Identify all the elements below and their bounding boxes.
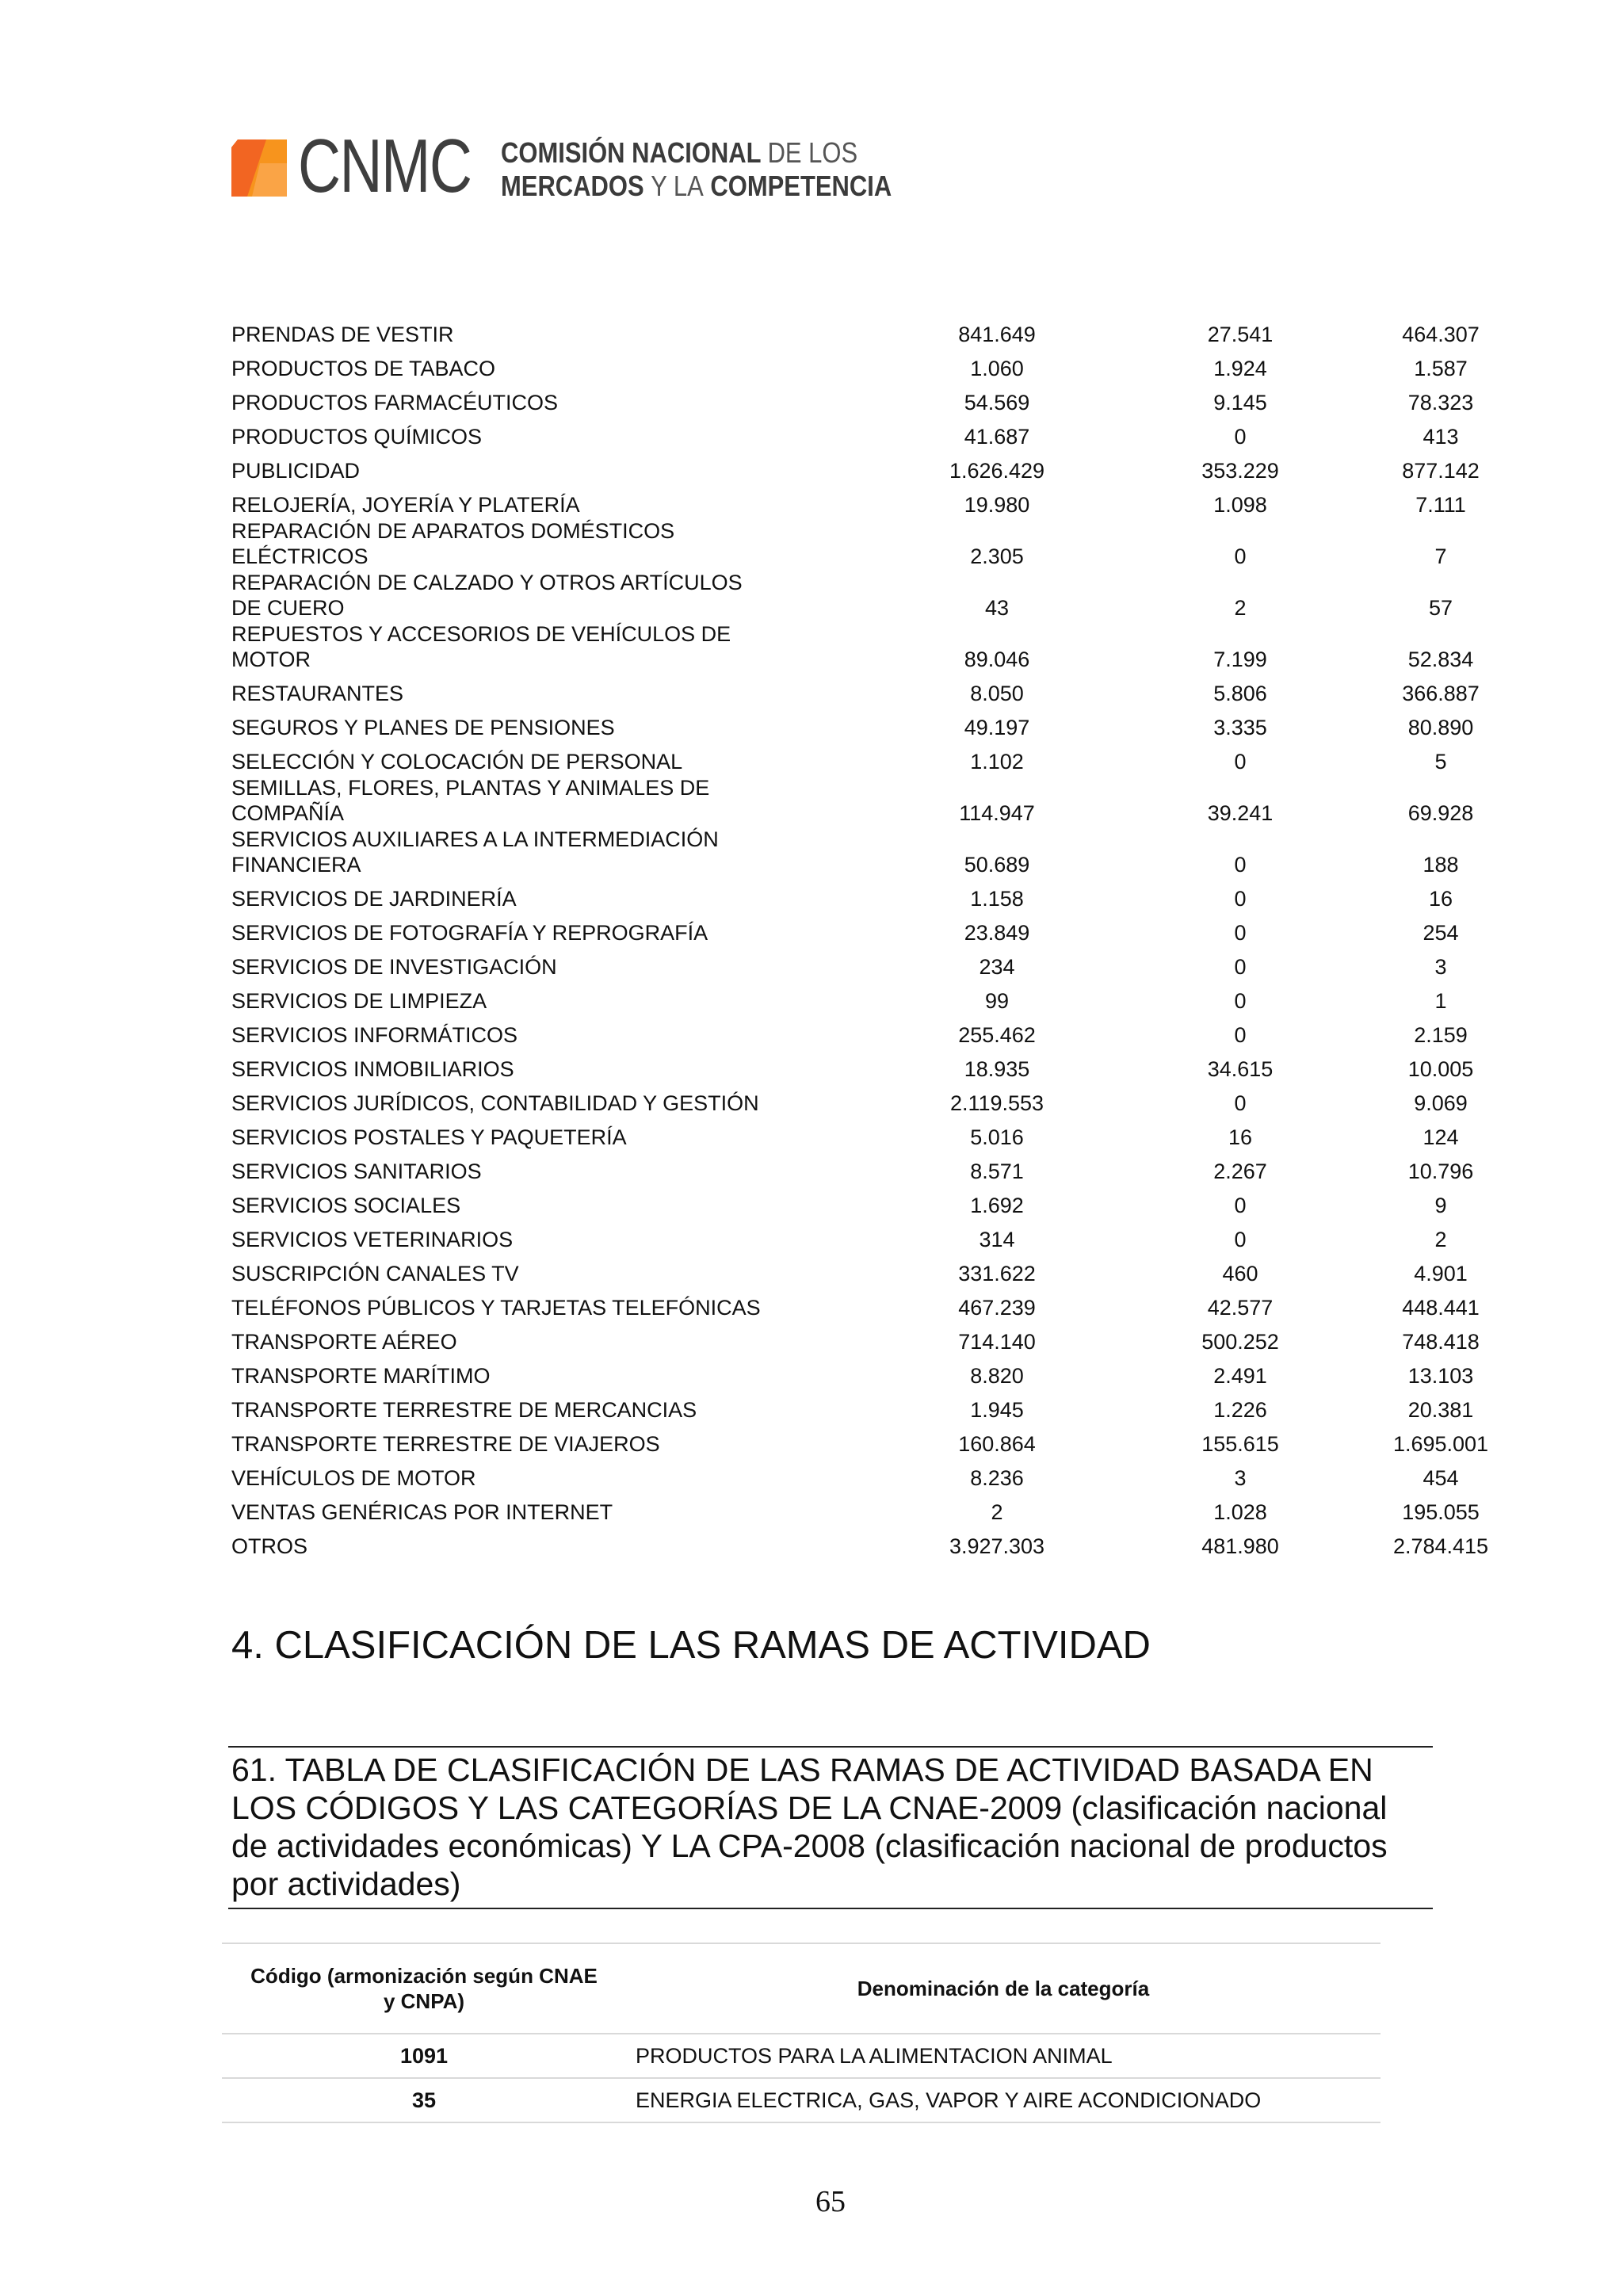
- table-row: [222, 518, 1541, 569]
- value-cell-v1: 234: [979, 955, 1015, 979]
- value-cell-v1: 50.689: [964, 853, 1030, 877]
- table-row: [222, 980, 1541, 1014]
- value-cell-v2: 2: [1234, 596, 1247, 620]
- table-row: [222, 1457, 1541, 1491]
- row-label: REPARACIÓN DE APARATOS DOMÉSTICOS ELÉCTRICOS: [231, 519, 675, 568]
- value-cell-v2: 5.806: [1213, 682, 1267, 705]
- table-row: [222, 1014, 1541, 1048]
- value-cell-v1: 41.687: [964, 425, 1030, 449]
- value-cell-v2: 1.226: [1213, 1398, 1267, 1422]
- table-row: [222, 621, 1541, 672]
- row-label: SERVICIOS JURÍDICOS, CONTABILIDAD Y GESTIÓN: [231, 1091, 759, 1115]
- org-name-line-1: COMISIÓN NACIONAL DE LOS: [501, 136, 858, 169]
- row-label: TRANSPORTE AÉREO: [231, 1330, 457, 1354]
- value-cell-v1: 49.197: [964, 716, 1030, 739]
- value-cell-v1: 841.649: [958, 323, 1036, 346]
- value-cell-v2: 460: [1222, 1262, 1258, 1286]
- value-cell-v3: 464.307: [1402, 323, 1480, 346]
- row-label: SERVICIOS DE FOTOGRAFÍA Y REPROGRAFÍA: [231, 921, 708, 945]
- table-row: [222, 946, 1541, 980]
- row-label: SERVICIOS INFORMÁTICOS: [231, 1023, 518, 1047]
- value-cell-v3: 877.142: [1402, 459, 1480, 483]
- row-label: OTROS: [231, 1534, 308, 1558]
- value-cell-v1: 331.622: [958, 1262, 1036, 1286]
- row-label: TRANSPORTE TERRESTRE DE VIAJEROS: [231, 1432, 660, 1456]
- table-row: [222, 672, 1541, 706]
- value-cell-v1: 160.864: [958, 1432, 1036, 1456]
- table-row: [222, 1150, 1541, 1184]
- value-cell-v1: 255.462: [958, 1023, 1036, 1047]
- value-cell-v3: 1.587: [1414, 357, 1468, 380]
- value-cell-v3: 52.834: [1407, 648, 1474, 671]
- value-cell-v2: 16: [1228, 1125, 1253, 1149]
- row-label: SERVICIOS DE INVESTIGACIÓN: [231, 955, 557, 979]
- value-cell-v2: 0: [1234, 853, 1247, 877]
- value-cell-v2: 0: [1234, 921, 1247, 945]
- row-label: VENTAS GENÉRICAS POR INTERNET: [231, 1500, 613, 1524]
- table-row: [222, 826, 1541, 877]
- value-cell-v3: 13.103: [1407, 1364, 1474, 1388]
- value-cell-v3: 454: [1423, 1466, 1459, 1490]
- value-cell-v2: 0: [1234, 425, 1247, 449]
- value-cell-v3: 7.111: [1415, 493, 1466, 517]
- value-cell-v2: 7.199: [1213, 648, 1267, 671]
- value-cell-v3: 69.928: [1407, 801, 1474, 825]
- category-code: 1091: [222, 2034, 626, 2078]
- row-label: RESTAURANTES: [231, 682, 404, 705]
- row-label: PRODUCTOS DE TABACO: [231, 357, 496, 380]
- row-label: RELOJERÍA, JOYERÍA Y PLATERÍA: [231, 493, 580, 517]
- row-label: SERVICIOS AUXILIARES A LA INTERMEDIACIÓN FINANCIERA: [231, 827, 719, 877]
- value-cell-v3: 195.055: [1402, 1500, 1480, 1524]
- value-cell-v3: 20.381: [1407, 1398, 1474, 1422]
- cnmc-logo: [231, 124, 892, 208]
- value-cell-v2: 0: [1234, 1023, 1247, 1047]
- value-cell-v3: 9.069: [1414, 1091, 1468, 1115]
- row-label: TRANSPORTE TERRESTRE DE MERCANCIAS: [231, 1398, 697, 1422]
- value-cell-v2: 27.541: [1207, 323, 1274, 346]
- value-cell-v2: 0: [1234, 955, 1247, 979]
- row-label: PRENDAS DE VESTIR: [231, 323, 454, 346]
- caption-line: LOS CÓDIGOS Y LAS CATEGORÍAS DE LA CNAE-2009 (clasificación nacional: [231, 1790, 1388, 1826]
- table-row: [222, 569, 1541, 621]
- value-cell-v3: 80.890: [1407, 716, 1474, 739]
- table-row: [222, 877, 1541, 911]
- row-label: SERVICIOS POSTALES Y PAQUETERÍA: [231, 1125, 627, 1149]
- row-label: SERVICIOS SOCIALES: [231, 1194, 461, 1217]
- table-row: [222, 1218, 1541, 1252]
- category-name: ENERGIA ELECTRICA, GAS, VAPOR Y AIRE ACONDICIONADO: [626, 2078, 1381, 2122]
- value-cell-v3: 366.887: [1402, 682, 1480, 705]
- caption-line: por actividades): [231, 1866, 461, 1902]
- value-cell-v2: 42.577: [1207, 1296, 1274, 1320]
- value-cell-v1: 314: [979, 1228, 1015, 1251]
- row-label: SERVICIOS INMOBILIARIOS: [231, 1057, 514, 1081]
- org-name-line-2: MERCADOS Y LA COMPETENCIA: [501, 170, 892, 202]
- row-label: SERVICIOS DE LIMPIEZA: [231, 989, 487, 1013]
- value-cell-v3: 413: [1423, 425, 1459, 449]
- row-label: SELECCIÓN Y COLOCACIÓN DE PERSONAL: [231, 750, 683, 774]
- table-row: [222, 706, 1541, 740]
- column-header-code: Código (armonización según CNAE y CNPA): [222, 1943, 626, 2034]
- table-row: [222, 1389, 1541, 1423]
- row-label: SEGUROS Y PLANES DE PENSIONES: [231, 716, 615, 739]
- value-cell-v1: 1.626.429: [949, 459, 1045, 483]
- value-cell-v2: 0: [1234, 1091, 1247, 1115]
- value-cell-v3: 10.005: [1407, 1057, 1474, 1081]
- table-row: [222, 1491, 1541, 1525]
- value-cell-v1: 8.820: [970, 1364, 1024, 1388]
- table-row: [222, 774, 1541, 826]
- value-cell-v3: 16: [1428, 887, 1453, 911]
- value-cell-v2: 34.615: [1207, 1057, 1274, 1081]
- table-row: [222, 347, 1541, 381]
- value-cell-v1: 714.140: [958, 1330, 1036, 1354]
- value-cell-v3: 78.323: [1407, 391, 1474, 415]
- value-cell-v1: 114.947: [959, 801, 1035, 825]
- table-row: [222, 483, 1541, 518]
- value-cell-v2: 353.229: [1201, 459, 1279, 483]
- value-cell-v2: 0: [1234, 544, 1247, 568]
- value-cell-v2: 0: [1234, 887, 1247, 911]
- table-row: [222, 1320, 1541, 1354]
- value-cell-v1: 1.060: [970, 357, 1024, 380]
- table-row: [222, 415, 1541, 449]
- value-cell-v2: 1.028: [1213, 1500, 1267, 1524]
- value-cell-v1: 99: [984, 989, 1010, 1013]
- value-cell-v2: 3.335: [1213, 716, 1267, 739]
- row-label: PUBLICIDAD: [231, 459, 361, 483]
- value-cell-v2: 2.267: [1213, 1159, 1267, 1183]
- value-cell-v3: 7: [1434, 544, 1447, 568]
- value-cell-v1: 1.158: [970, 887, 1024, 911]
- table-row: [222, 911, 1541, 946]
- table-row: [222, 1184, 1541, 1218]
- value-cell-v1: 8.050: [970, 682, 1024, 705]
- table-row: [222, 1525, 1541, 1559]
- value-cell-v1: 8.571: [970, 1159, 1024, 1183]
- row-label: SEMILLAS, FLORES, PLANTAS Y ANIMALES DE COMPAÑÍA: [231, 776, 710, 825]
- table-row: [222, 1286, 1541, 1320]
- table-row: [222, 1423, 1541, 1457]
- value-cell-v1: 1.945: [970, 1398, 1024, 1422]
- row-label: SERVICIOS DE JARDINERÍA: [231, 887, 517, 911]
- row-label: REPARACIÓN DE CALZADO Y OTROS ARTÍCULOS DE CUERO: [231, 571, 743, 620]
- value-cell-v1: 1.692: [970, 1194, 1024, 1217]
- value-cell-v2: 1.098: [1213, 493, 1267, 517]
- caption-line: 61. TABLA DE CLASIFICACIÓN DE LAS RAMAS DE ACTIVIDAD BASADA EN: [231, 1752, 1373, 1788]
- row-label: SERVICIOS SANITARIOS: [231, 1159, 482, 1183]
- value-cell-v3: 1.695.001: [1392, 1432, 1489, 1456]
- value-cell-v2: 500.252: [1201, 1330, 1279, 1354]
- value-cell-v1: 3.927.303: [949, 1534, 1045, 1558]
- logo-mark-icon: [231, 139, 287, 197]
- table-row: [222, 313, 1541, 347]
- value-cell-v2: 9.145: [1213, 391, 1267, 415]
- section-heading: 4. CLASIFICACIÓN DE LAS RAMAS DE ACTIVIDAD: [231, 1624, 1151, 1667]
- value-cell-v3: 9: [1434, 1194, 1447, 1217]
- value-cell-v2: 1.924: [1213, 357, 1267, 380]
- classification-table: [222, 1943, 1381, 2123]
- value-cell-v3: 188: [1423, 853, 1459, 877]
- value-cell-v3: 2.159: [1414, 1023, 1468, 1047]
- value-cell-v3: 10.796: [1407, 1159, 1474, 1183]
- value-cell-v1: 23.849: [964, 921, 1030, 945]
- value-cell-v3: 124: [1423, 1125, 1459, 1149]
- value-cell-v3: 2: [1434, 1228, 1447, 1251]
- table-row: [222, 1048, 1541, 1082]
- row-label: PRODUCTOS QUÍMICOS: [231, 425, 483, 449]
- value-cell-v1: 18.935: [964, 1057, 1030, 1081]
- row-label: TELÉFONOS PÚBLICOS Y TARJETAS TELEFÓNICAS: [231, 1296, 761, 1320]
- value-cell-v3: 1: [1434, 989, 1447, 1013]
- row-label: VEHÍCULOS DE MOTOR: [231, 1466, 476, 1490]
- value-cell-v2: 0: [1234, 989, 1247, 1013]
- table-row: [222, 449, 1541, 483]
- value-cell-v2: 0: [1234, 750, 1247, 774]
- value-cell-v2: 0: [1234, 1228, 1247, 1251]
- table-row: [222, 2034, 1381, 2078]
- value-cell-v3: 4.901: [1414, 1262, 1468, 1286]
- value-cell-v2: 39.241: [1207, 801, 1274, 825]
- value-cell-v3: 748.418: [1402, 1330, 1480, 1354]
- table-row: [222, 1252, 1541, 1286]
- value-cell-v1: 8.236: [970, 1466, 1024, 1490]
- row-label: REPUESTOS Y ACCESORIOS DE VEHÍCULOS DE MOTOR: [231, 622, 731, 671]
- classification-header-row: [222, 1943, 1381, 2034]
- column-header-name: Denominación de la categoría: [626, 1943, 1381, 2034]
- category-code: 35: [222, 2078, 626, 2122]
- value-cell-v1: 89.046: [964, 648, 1030, 671]
- table-row: [222, 1082, 1541, 1116]
- table-row: [222, 2078, 1381, 2122]
- value-cell-v1: 2: [991, 1500, 1003, 1524]
- value-cell-v2: 3: [1234, 1466, 1247, 1490]
- row-label: TRANSPORTE MARÍTIMO: [231, 1364, 491, 1388]
- value-cell-v1: 2.305: [970, 544, 1024, 568]
- table-caption: [228, 1746, 1433, 1909]
- row-label: SERVICIOS VETERINARIOS: [231, 1228, 514, 1251]
- value-cell-v1: 467.239: [958, 1296, 1036, 1320]
- value-cell-v3: 254: [1423, 921, 1459, 945]
- table-row: [222, 381, 1541, 415]
- table-row: [222, 740, 1541, 774]
- value-cell-v3: 5: [1434, 750, 1447, 774]
- table-row: [222, 1354, 1541, 1389]
- sector-data-table: [222, 313, 1541, 1559]
- caption-line: de actividades económicas) Y LA CPA-2008 (clasificación nacional de productos: [231, 1828, 1388, 1864]
- value-cell-v2: 0: [1234, 1194, 1247, 1217]
- category-name: PRODUCTOS PARA LA ALIMENTACION ANIMAL: [626, 2034, 1381, 2078]
- value-cell-v3: 57: [1428, 596, 1453, 620]
- value-cell-v1: 54.569: [964, 391, 1030, 415]
- value-cell-v1: 43: [984, 596, 1010, 620]
- value-cell-v1: 5.016: [970, 1125, 1024, 1149]
- row-label: SUSCRIPCIÓN CANALES TV: [231, 1262, 519, 1286]
- row-label: PRODUCTOS FARMACÉUTICOS: [231, 391, 559, 415]
- page-number: 65: [815, 2185, 846, 2218]
- value-cell-v1: 2.119.553: [949, 1091, 1044, 1115]
- value-cell-v1: 1.102: [970, 750, 1024, 774]
- value-cell-v2: 2.491: [1213, 1364, 1267, 1388]
- value-cell-v2: 155.615: [1201, 1432, 1279, 1456]
- value-cell-v3: 3: [1434, 955, 1447, 979]
- value-cell-v3: 448.441: [1402, 1296, 1480, 1320]
- value-cell-v3: 2.784.415: [1392, 1534, 1489, 1558]
- logo-text: CNMC: [298, 124, 472, 208]
- table-row: [222, 1116, 1541, 1150]
- value-cell-v1: 19.980: [964, 493, 1030, 517]
- value-cell-v2: 481.980: [1201, 1534, 1279, 1558]
